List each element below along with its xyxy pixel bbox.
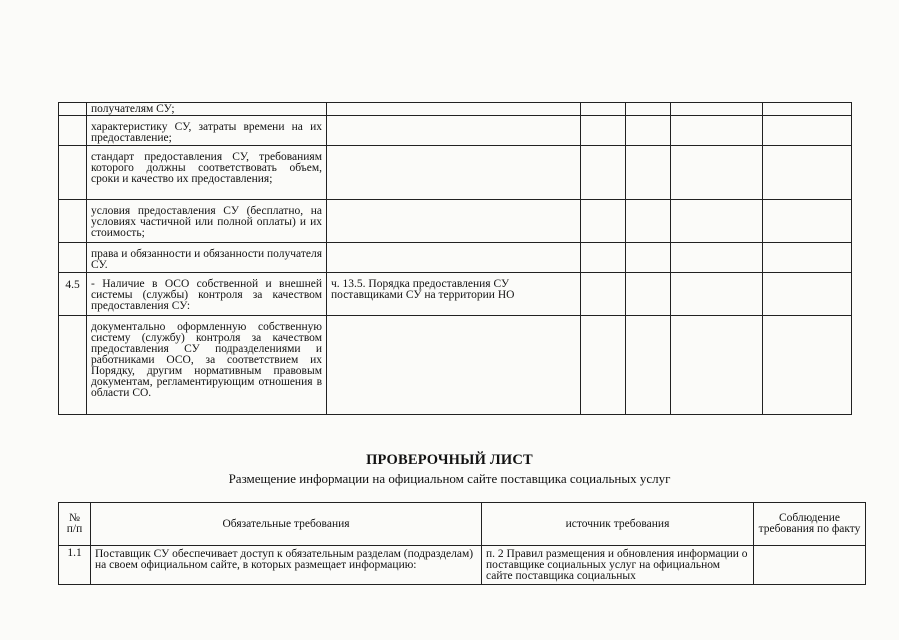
checklist-table — [58, 502, 866, 585]
row-number — [59, 103, 87, 116]
empty-cell — [581, 316, 626, 415]
requirement-text: Поставщик СУ обеспечивает доступ к обязательным разделам (подразделам) на своем официальном сайте, в которых размещает информацию: — [95, 548, 474, 571]
table-row — [59, 243, 852, 273]
row-number — [59, 116, 87, 146]
empty-cell — [626, 273, 671, 316]
requirement-cell: характеристику СУ, затраты времени на их предоставление; — [87, 116, 327, 146]
table-row — [59, 200, 852, 243]
row-number: 1.1 — [59, 546, 91, 585]
table-row — [59, 103, 852, 116]
row-number — [59, 316, 87, 415]
empty-cell — [763, 273, 852, 316]
header-source: источник требования — [482, 503, 754, 546]
empty-cell — [626, 116, 671, 146]
page-subtitle: Размещение информации на официальном сайте поставщика социальных услуг — [228, 471, 671, 486]
empty-cell — [763, 103, 852, 116]
row-number — [59, 243, 87, 273]
empty-cell — [626, 146, 671, 200]
empty-cell — [581, 243, 626, 273]
empty-cell — [763, 200, 852, 243]
header-compliance: Соблюдение требования по факту — [754, 503, 866, 546]
empty-cell — [763, 116, 852, 146]
empty-cell — [581, 200, 626, 243]
empty-cell — [671, 103, 763, 116]
requirement-cell — [91, 546, 482, 585]
source-cell — [327, 103, 581, 116]
requirement-cell: стандарт предоставления СУ, требованиям которого должны соответствовать объем, сроки и качество их предоставления; — [87, 146, 327, 200]
empty-cell — [671, 243, 763, 273]
requirement-cell: условия предоставления СУ (бесплатно, на условиях частичной или полной оплаты) и их стоимость; — [87, 200, 327, 243]
empty-cell — [671, 116, 763, 146]
row-number — [59, 146, 87, 200]
empty-cell — [626, 243, 671, 273]
header-requirements: Обязательные требования — [91, 503, 482, 546]
empty-cell — [763, 243, 852, 273]
requirement-cell: получателям СУ; — [87, 103, 327, 116]
empty-cell — [626, 200, 671, 243]
requirement-cell: - Наличие в ОСО собственной и внешней системы (службы) контроля за качеством предоставления СУ: — [87, 273, 327, 316]
compliance-cell — [754, 546, 866, 585]
source-text: п. 2 Правил размещения и обновления информации о поставщике социальных услуг на официальном сайте поставщика социальных — [486, 548, 748, 582]
page-title: ПРОВЕРОЧНЫЙ ЛИСТ — [366, 452, 533, 468]
requirement-cell: документально оформленную собственную систему (службу) контроля за качеством предоставления СУ подразделениями и работниками ОСО, за соответствием их Порядку, другим нормативным правовым документам, регламентирующим отношения в области СО. — [87, 316, 327, 415]
source-cell — [327, 146, 581, 200]
source-cell — [327, 116, 581, 146]
table-row — [59, 273, 852, 316]
source-cell: ч. 13.5. Порядка предоставления СУ поставщиками СУ на территории НО — [327, 273, 581, 316]
row-number — [59, 200, 87, 243]
empty-cell — [671, 316, 763, 415]
table-header-row — [59, 503, 866, 546]
source-cell — [327, 316, 581, 415]
empty-cell — [581, 103, 626, 116]
table-row — [59, 546, 866, 585]
table-row — [59, 316, 852, 415]
empty-cell — [671, 273, 763, 316]
empty-cell — [671, 200, 763, 243]
empty-cell — [581, 116, 626, 146]
header-number: № п/п — [59, 503, 91, 546]
empty-cell — [763, 146, 852, 200]
table-row — [59, 116, 852, 146]
empty-cell — [671, 146, 763, 200]
table-row — [59, 146, 852, 200]
empty-cell — [581, 146, 626, 200]
empty-cell — [581, 273, 626, 316]
row-number: 4.5 — [59, 273, 87, 316]
empty-cell — [626, 103, 671, 116]
empty-cell — [626, 316, 671, 415]
source-cell — [482, 546, 754, 585]
empty-cell — [763, 316, 852, 415]
source-cell — [327, 200, 581, 243]
source-cell — [327, 243, 581, 273]
requirement-cell: права и обязанности и обязанности получателя СУ. — [87, 243, 327, 273]
requirements-table-continued — [58, 102, 852, 415]
